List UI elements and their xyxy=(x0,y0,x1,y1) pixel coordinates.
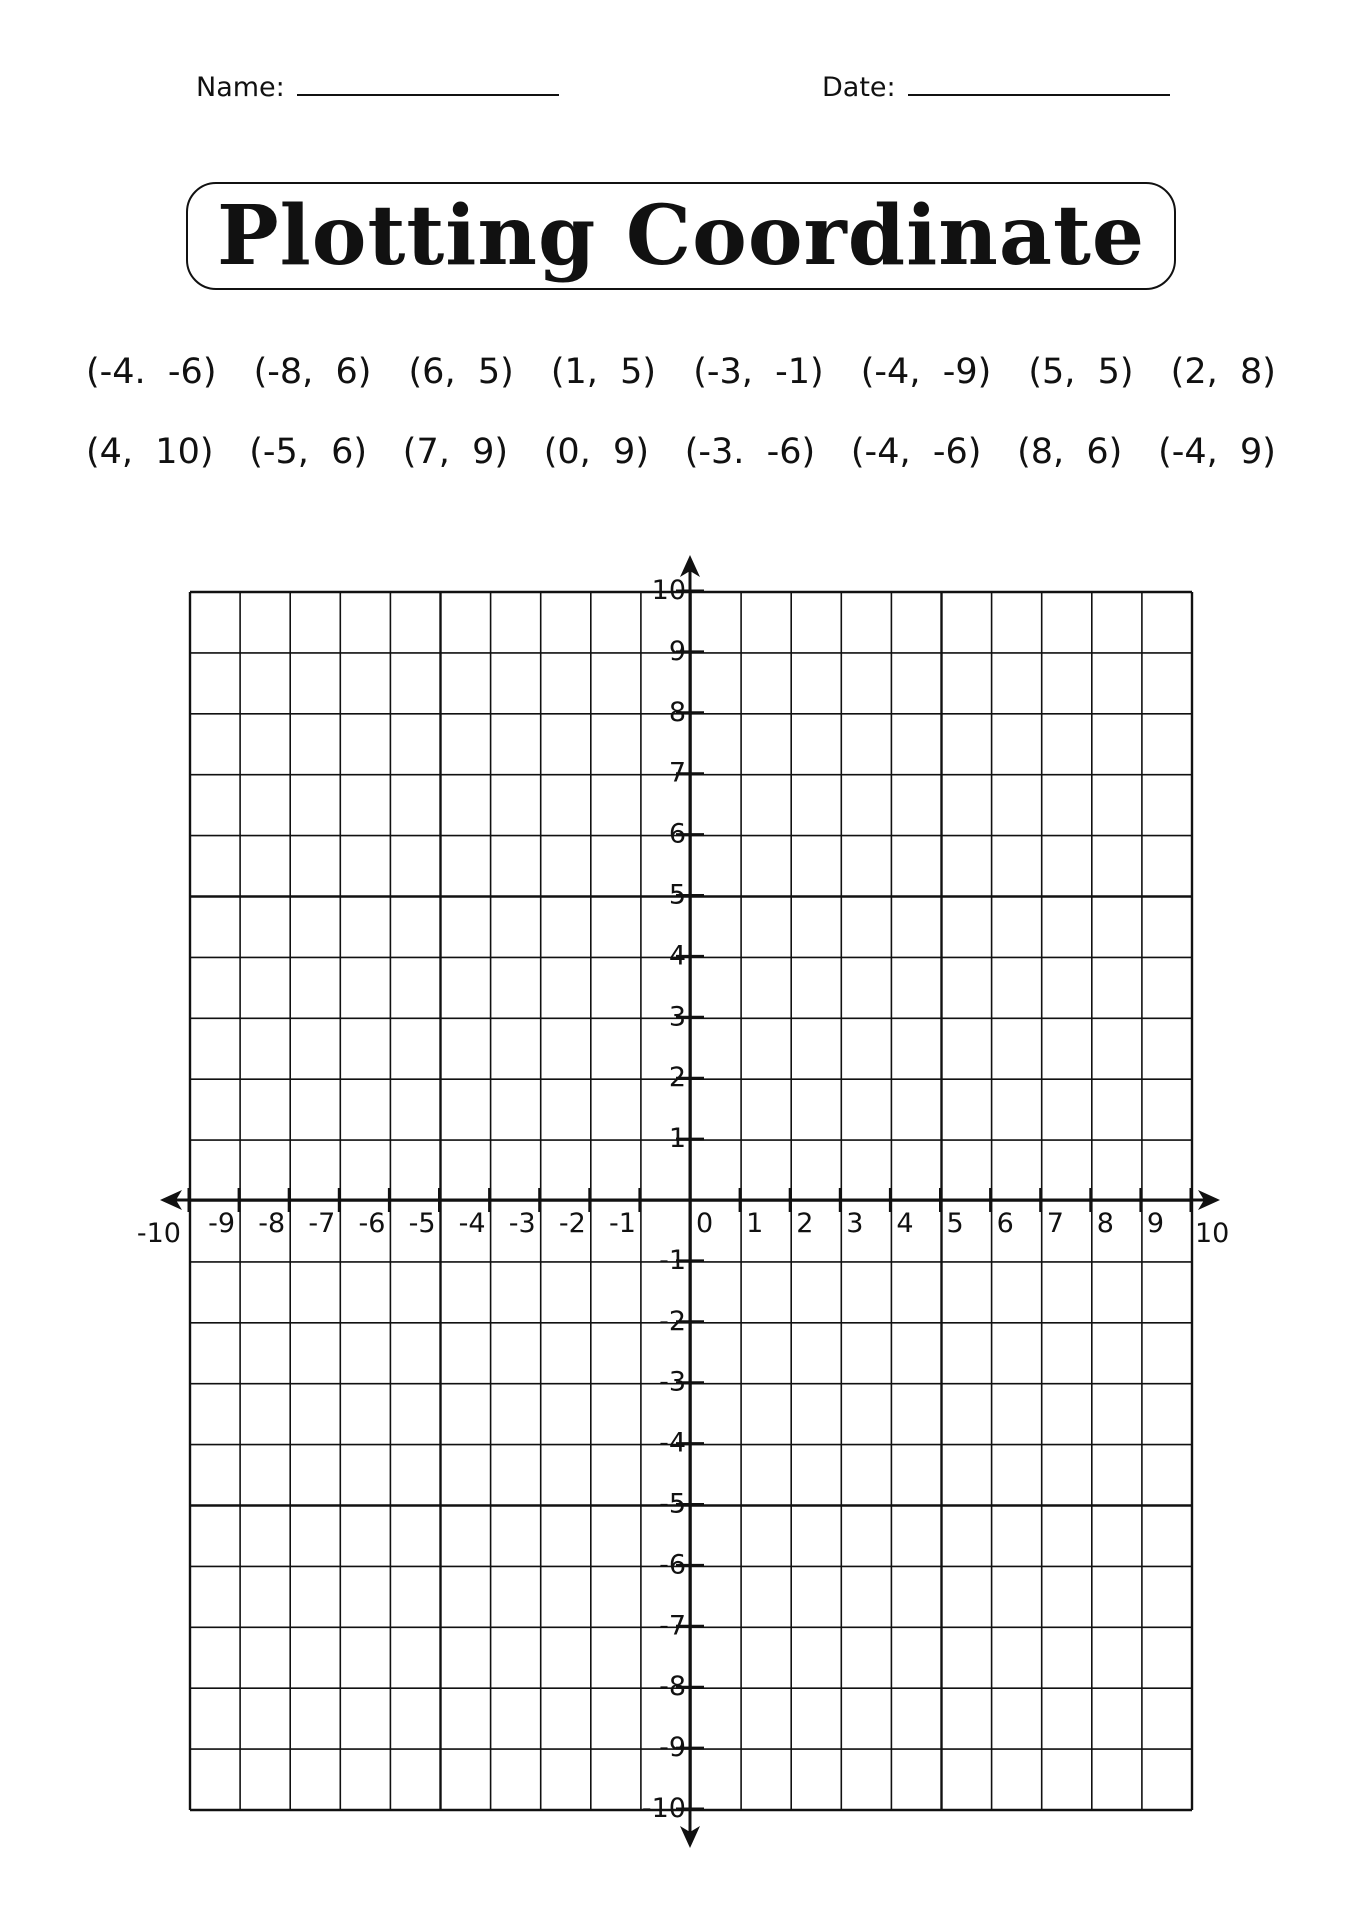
coordinate-pair: (-4. -6) xyxy=(86,352,217,392)
y-tick-label: 6 xyxy=(668,818,686,850)
name-label: Name: xyxy=(196,72,285,103)
y-tick-label: 10 xyxy=(651,575,686,606)
y-tick-label: -6 xyxy=(659,1549,686,1581)
coordinate-pair: (4, 10) xyxy=(86,432,214,472)
y-tick-label: -7 xyxy=(659,1610,686,1642)
x-tick-label: -2 xyxy=(558,1208,586,1239)
x-tick-label: 10 xyxy=(1195,1218,1230,1249)
y-tick-label: 4 xyxy=(668,940,686,972)
x-tick-labels xyxy=(137,1208,1229,1249)
x-tick-label: 6 xyxy=(996,1208,1014,1239)
x-tick-label: -4 xyxy=(458,1208,486,1239)
x-tick-label: -10 xyxy=(136,1218,181,1249)
x-tick-label: -9 xyxy=(208,1208,236,1239)
coordinate-pair: (-3, -1) xyxy=(693,352,824,392)
y-tick-label: 2 xyxy=(668,1062,686,1094)
coordinate-pair: (6, 5) xyxy=(408,352,514,392)
x-tick-label: -1 xyxy=(608,1208,636,1239)
coordinate-pair: (-3. -6) xyxy=(684,432,816,472)
coordinate-pair: (-4, -6) xyxy=(850,432,982,472)
y-tick-label: -9 xyxy=(659,1732,686,1764)
y-tick-label: -10 xyxy=(641,1793,686,1824)
coordinate-pair: (7, 9) xyxy=(402,432,509,472)
coordinate-pair: (-5, 6) xyxy=(249,432,368,472)
axes xyxy=(160,555,1220,1848)
y-tick-label: 3 xyxy=(668,1001,686,1033)
x-tick-label: 1 xyxy=(746,1208,764,1239)
y-tick-label: 5 xyxy=(668,879,686,911)
coordinate-pair: (-8, 6) xyxy=(253,352,372,392)
x-tick-label: 3 xyxy=(846,1208,864,1239)
y-tick-label: -3 xyxy=(659,1366,686,1398)
coordinate-pair: (5, 5) xyxy=(1028,352,1134,392)
x-tick-label: -5 xyxy=(408,1208,436,1239)
x-tick-label: 8 xyxy=(1096,1208,1114,1239)
coordinate-pair: (0, 9) xyxy=(543,432,649,472)
x-tick-label: -8 xyxy=(258,1208,286,1239)
x-tick-label: 0 xyxy=(696,1208,714,1239)
date-label: Date: xyxy=(822,72,896,103)
coordinate-pair: (8, 6) xyxy=(1017,432,1123,472)
y-tick-label: 8 xyxy=(668,696,686,728)
x-tick-label: 5 xyxy=(946,1208,964,1239)
page-title: Plotting Coordinate xyxy=(216,188,1146,284)
x-tick-label: -3 xyxy=(508,1208,536,1239)
coordinate-pair: (2, 8) xyxy=(1170,352,1276,392)
y-tick-label: -1 xyxy=(659,1244,686,1276)
x-tick-label: 7 xyxy=(1046,1208,1064,1239)
coordinate-pair: (1, 5) xyxy=(550,352,657,392)
y-tick-label: -2 xyxy=(659,1305,686,1337)
x-tick-label: 2 xyxy=(796,1208,814,1239)
y-tick-label: -4 xyxy=(659,1427,686,1459)
coordinate-pair: (-4, -9) xyxy=(860,352,992,392)
y-tick-label: -8 xyxy=(659,1671,686,1703)
y-tick-label: 7 xyxy=(668,757,686,789)
x-tick-label: -7 xyxy=(308,1208,336,1239)
y-tick-label: -5 xyxy=(659,1488,686,1520)
x-tick-label: 4 xyxy=(896,1208,914,1239)
y-tick-label: 1 xyxy=(668,1123,686,1155)
y-tick-label: 9 xyxy=(668,635,686,667)
x-tick-label: 9 xyxy=(1146,1208,1165,1239)
coordinate-pair: (-4, 9) xyxy=(1158,432,1276,472)
x-tick-label: -6 xyxy=(358,1208,386,1239)
